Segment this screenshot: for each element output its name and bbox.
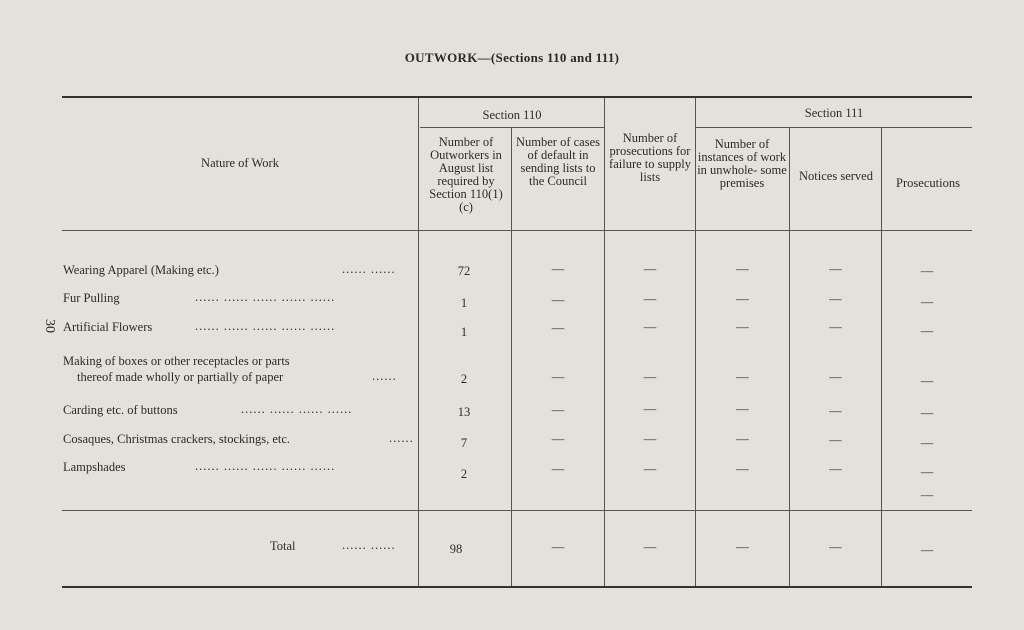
total-top-rule: [62, 510, 972, 511]
total-instances: —: [736, 540, 749, 554]
row-label-cosaques: Cosaques, Christmas crackers, stockings, etc.: [63, 432, 291, 446]
column-divider: [418, 98, 419, 586]
cell-prosecutions-110: —: [643, 462, 657, 476]
cell-notices: —: [829, 370, 842, 384]
cell-prosecutions-111-extra: —: [920, 488, 934, 502]
cell-instances: —: [736, 432, 749, 446]
row-label-artificial-flowers: Artificial Flowers: [63, 320, 153, 334]
cell-notices: —: [829, 433, 842, 447]
column-divider: [789, 128, 790, 586]
cell-outworkers: 7: [460, 436, 468, 450]
cell-prosecutions-111: —: [920, 324, 934, 338]
cell-default-cases: —: [551, 262, 565, 276]
cell-prosecutions-110: —: [643, 402, 657, 416]
cell-default-cases: —: [551, 370, 565, 384]
row-label-carding-buttons: Carding etc. of buttons: [63, 403, 178, 417]
header-bottom-rule: [62, 230, 972, 231]
cell-notices: —: [829, 462, 842, 476]
page-title: OUTWORK—(Sections 110 and 111): [404, 50, 620, 65]
cell-instances: —: [736, 262, 749, 276]
cell-notices: —: [829, 320, 842, 334]
table-top-rule: [62, 96, 972, 98]
table-bottom-rule: [62, 586, 972, 588]
cell-prosecutions-111: —: [920, 295, 934, 309]
leader-dots: ...... ......: [342, 262, 396, 276]
leader-dots: ...... ...... ...... ...... ......: [195, 459, 336, 473]
cell-default-cases: —: [551, 403, 565, 417]
cell-outworkers: 1: [460, 325, 468, 339]
cell-instances: —: [736, 462, 749, 476]
cell-prosecutions-110: —: [643, 370, 657, 384]
header-default-cases: Number of cases of default in sending lists to the Council: [516, 135, 600, 188]
section-111-underline: [696, 127, 972, 128]
cell-prosecutions-111: —: [920, 406, 934, 420]
total-default-cases: —: [551, 540, 565, 554]
cell-prosecutions-110: —: [643, 432, 657, 446]
cell-default-cases: —: [551, 432, 565, 446]
cell-prosecutions-111: —: [920, 264, 934, 278]
leader-dots: ...... ...... ...... ...... ......: [195, 319, 336, 333]
cell-instances: —: [736, 320, 749, 334]
header-instances: Number of instances of work in unwhole- some premises: [697, 137, 787, 190]
header-section-110: Section 110: [482, 108, 542, 122]
cell-default-cases: —: [551, 321, 565, 335]
total-prosecutions-111: —: [920, 543, 934, 557]
total-prosecutions-110: —: [643, 540, 657, 554]
leader-dots: ......: [372, 369, 397, 383]
cell-prosecutions-110: —: [643, 320, 657, 334]
total-label: Total: [270, 539, 296, 553]
row-label-wearing-apparel: Wearing Apparel (Making etc.): [63, 263, 219, 277]
total-outworkers: 98: [449, 542, 463, 556]
cell-prosecutions-111: —: [920, 465, 934, 479]
cell-outworkers: 72: [457, 264, 471, 278]
leader-dots: ...... ...... ...... ......: [241, 402, 353, 416]
cell-prosecutions-111: —: [920, 374, 934, 388]
column-divider: [604, 98, 605, 586]
row-label-lampshades: Lampshades: [63, 460, 126, 474]
row-label-boxes-line2: thereof made wholly or partially of paper: [77, 370, 284, 384]
cell-prosecutions-110: —: [643, 292, 657, 306]
cell-outworkers: 13: [457, 405, 471, 419]
cell-notices: —: [829, 292, 842, 306]
row-label-boxes-line1: Making of boxes or other receptacles or parts: [63, 354, 290, 368]
column-divider: [511, 128, 512, 586]
cell-notices: —: [829, 404, 842, 418]
cell-prosecutions-111: —: [920, 436, 934, 450]
header-nature-of-work: Nature of Work: [201, 156, 279, 170]
cell-instances: —: [736, 292, 749, 306]
cell-default-cases: —: [551, 293, 565, 307]
cell-instances: —: [736, 402, 749, 416]
page-number: 30: [42, 319, 57, 333]
header-prosecutions-110: Number of prosecutions for failure to supply lists: [609, 131, 691, 184]
header-outworkers: Number of Outworkers in August list required by Section 110(1)(c): [429, 135, 503, 214]
cell-outworkers: 1: [460, 296, 468, 310]
header-notices: Notices served: [799, 169, 873, 183]
cell-default-cases: —: [551, 462, 565, 476]
cell-prosecutions-110: —: [643, 262, 657, 276]
cell-outworkers: 2: [460, 467, 468, 481]
header-prosecutions-111: Prosecutions: [896, 176, 960, 190]
total-notices: —: [829, 540, 842, 554]
cell-outworkers: 2: [460, 372, 468, 386]
leader-dots: ...... ...... ...... ...... ......: [195, 290, 336, 304]
column-divider: [695, 98, 696, 586]
cell-notices: —: [829, 262, 842, 276]
row-label-fur-pulling: Fur Pulling: [63, 291, 120, 305]
leader-dots: ......: [389, 431, 414, 445]
cell-instances: —: [736, 370, 749, 384]
section-110-underline: [420, 127, 604, 128]
header-section-111: Section 111: [804, 106, 864, 120]
column-divider: [881, 128, 882, 586]
leader-dots: ...... ......: [342, 538, 396, 552]
